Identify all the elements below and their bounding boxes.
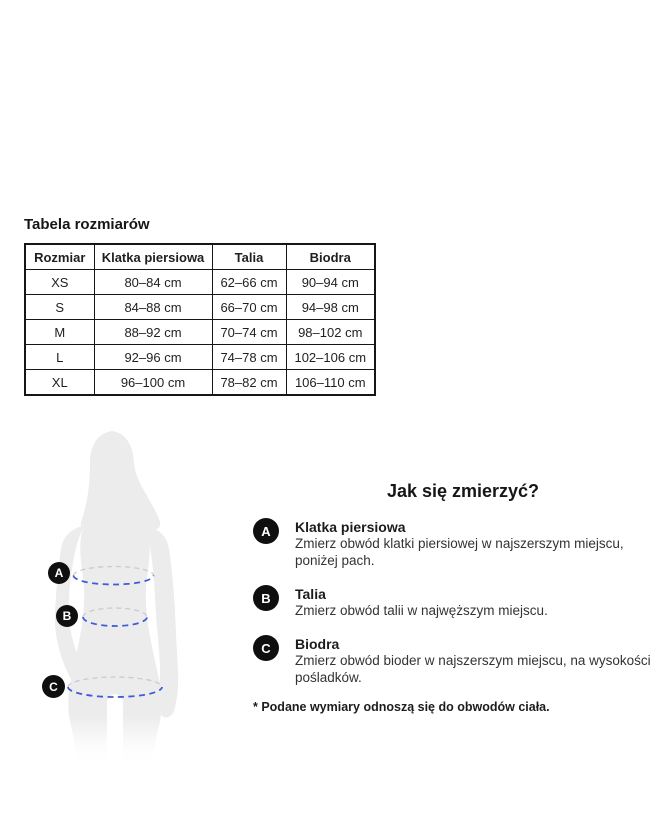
- cell-size: S: [25, 295, 94, 320]
- column-header-chest: Klatka piersiowa: [94, 244, 212, 270]
- cell-waist: 66–70 cm: [212, 295, 286, 320]
- table-row: [25, 295, 375, 320]
- cell-hips: 90–94 cm: [286, 270, 375, 295]
- body-measurement-diagram: [40, 425, 190, 770]
- guide-item-chest: [253, 518, 663, 569]
- size-table-title: Tabela rozmiarów: [24, 216, 150, 233]
- table-header-row: [25, 244, 375, 270]
- chest-heading: Klatka piersiowa: [295, 519, 406, 535]
- table-row: [25, 345, 375, 370]
- cell-size: M: [25, 320, 94, 345]
- guide-item-hips: [253, 635, 663, 686]
- cell-waist: 70–74 cm: [212, 320, 286, 345]
- cell-waist: 78–82 cm: [212, 370, 286, 396]
- cell-chest: 88–92 cm: [94, 320, 212, 345]
- hips-description-line: Zmierz obwód bioder w najszerszym miejscu, na wysokości: [295, 653, 651, 668]
- hips-heading: Biodra: [295, 636, 340, 652]
- measurements-footnote: * Podane wymiary odnoszą się do obwodów ciała.: [253, 700, 550, 714]
- cell-size: XL: [25, 370, 94, 396]
- cell-waist: 62–66 cm: [212, 270, 286, 295]
- table-row: [25, 320, 375, 345]
- cell-hips: 98–102 cm: [286, 320, 375, 345]
- guide-item-content: [295, 585, 663, 620]
- column-header-size: Rozmiar: [25, 244, 94, 270]
- chest-letter-badge: A: [253, 518, 279, 544]
- cell-size: XS: [25, 270, 94, 295]
- cell-hips: 102–106 cm: [286, 345, 375, 370]
- waist-marker-badge: B: [56, 605, 78, 627]
- cell-chest: 92–96 cm: [94, 345, 212, 370]
- measuring-guide-title: Jak się zmierzyć?: [386, 481, 540, 501]
- table-row: [25, 370, 375, 396]
- silhouette-hair: [81, 431, 160, 530]
- guide-item-content: [295, 518, 663, 569]
- cell-hips: 106–110 cm: [286, 370, 375, 396]
- hip-marker-badge: C: [42, 675, 65, 698]
- cell-chest: 84–88 cm: [94, 295, 212, 320]
- guide-item-waist: [253, 585, 663, 620]
- chest-marker-badge: A: [48, 562, 70, 584]
- cell-waist: 74–78 cm: [212, 345, 286, 370]
- cell-size: L: [25, 345, 94, 370]
- table-row: [25, 270, 375, 295]
- guide-item-content: [295, 635, 663, 686]
- body-silhouette-svg: [40, 425, 190, 770]
- chest-description-line: Zmierz obwód klatki piersiowej w najszerszym miejscu,: [295, 536, 624, 551]
- measuring-guide-section: [253, 481, 663, 741]
- waist-heading: Talia: [295, 586, 326, 602]
- waist-letter-badge: B: [253, 585, 279, 611]
- chest-description-line: poniżej pach.: [295, 552, 375, 568]
- size-table-section: [24, 217, 376, 396]
- cell-chest: 80–84 cm: [94, 270, 212, 295]
- column-header-waist: Talia: [212, 244, 286, 270]
- waist-description-line: Zmierz obwód talii w najwęższym miejscu.: [295, 603, 548, 618]
- hips-letter-badge: C: [253, 635, 279, 661]
- cell-hips: 94–98 cm: [286, 295, 375, 320]
- column-header-hips: Biodra: [286, 244, 375, 270]
- leg-fade-overlay: [40, 713, 190, 770]
- hips-description-line: pośladków.: [295, 669, 362, 685]
- size-table: [24, 243, 376, 396]
- cell-chest: 96–100 cm: [94, 370, 212, 396]
